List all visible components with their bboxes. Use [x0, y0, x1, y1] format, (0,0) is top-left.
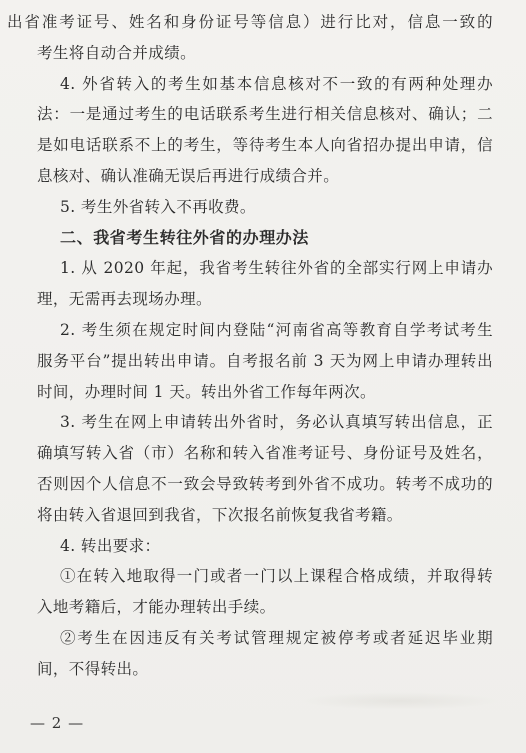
text-line: 服务平台”提出转出申请。自考报名前 3 天为网上申请办理转出 [37, 351, 493, 370]
text-line: 确填写转入省（市）名称和转入省准考证号、身份证号及姓名， [37, 444, 493, 463]
text-line: 时间，办理时间 1 天。转出外省工作每年两次。 [37, 382, 376, 401]
text-line: 考生将自动合并成绩。 [37, 43, 197, 62]
text-line: 否则因个人信息不一致会导致转考到外省不成功。转考不成功的 [37, 475, 493, 493]
faint-stamp-shadow [300, 692, 500, 710]
text-line: 4. 外省转入的考生如基本信息核对不一致的有两种处理办 [60, 74, 493, 93]
text-line: 间，不得转出。 [37, 659, 149, 678]
text-line: 出省准考证号、姓名和身份证号等信息）进行比对，信息一致的 [7, 13, 493, 31]
text-line: 法：一是通过考生的电话联系考生进行相关信息核对、确认；二 [37, 105, 493, 124]
text-line: 5. 考生外省转入不再收费。 [60, 197, 256, 216]
text-line: 1. 从 2020 年起，我省考生转往外省的全部实行网上申请办 [60, 259, 493, 278]
section-heading: 二、我省考生转往外省的办理办法 [60, 227, 310, 247]
text-line: 将由转入省退回到我省，下次报名前恢复我省考籍。 [37, 505, 403, 524]
text-line: 4. 转出要求： [60, 536, 161, 555]
text-line: 理，无需再去现场办理。 [37, 290, 212, 309]
text-line: 3. 考生在网上申请转出外省时，务必认真填写转出信息，正 [60, 413, 493, 432]
text-line: ①在转入地取得一门或者一门以上课程合格成绩，并取得转 [60, 567, 493, 586]
text-line: 入地考籍后，才能办理转出手续。 [37, 598, 276, 617]
text-line: 息核对、确认准确无误后再进行成绩合并。 [37, 167, 340, 185]
text-line: 是如电话联系不上的考生，等待考生本人向省招办提出申请，信 [37, 136, 493, 155]
page-number: — 2 — [30, 714, 85, 732]
text-line: ②考生在因违反有关考试管理规定被停考或者延迟毕业期 [60, 629, 493, 647]
text-line: 2. 考生须在规定时间内登陆“河南省高等教育自学考试考生 [60, 321, 493, 339]
